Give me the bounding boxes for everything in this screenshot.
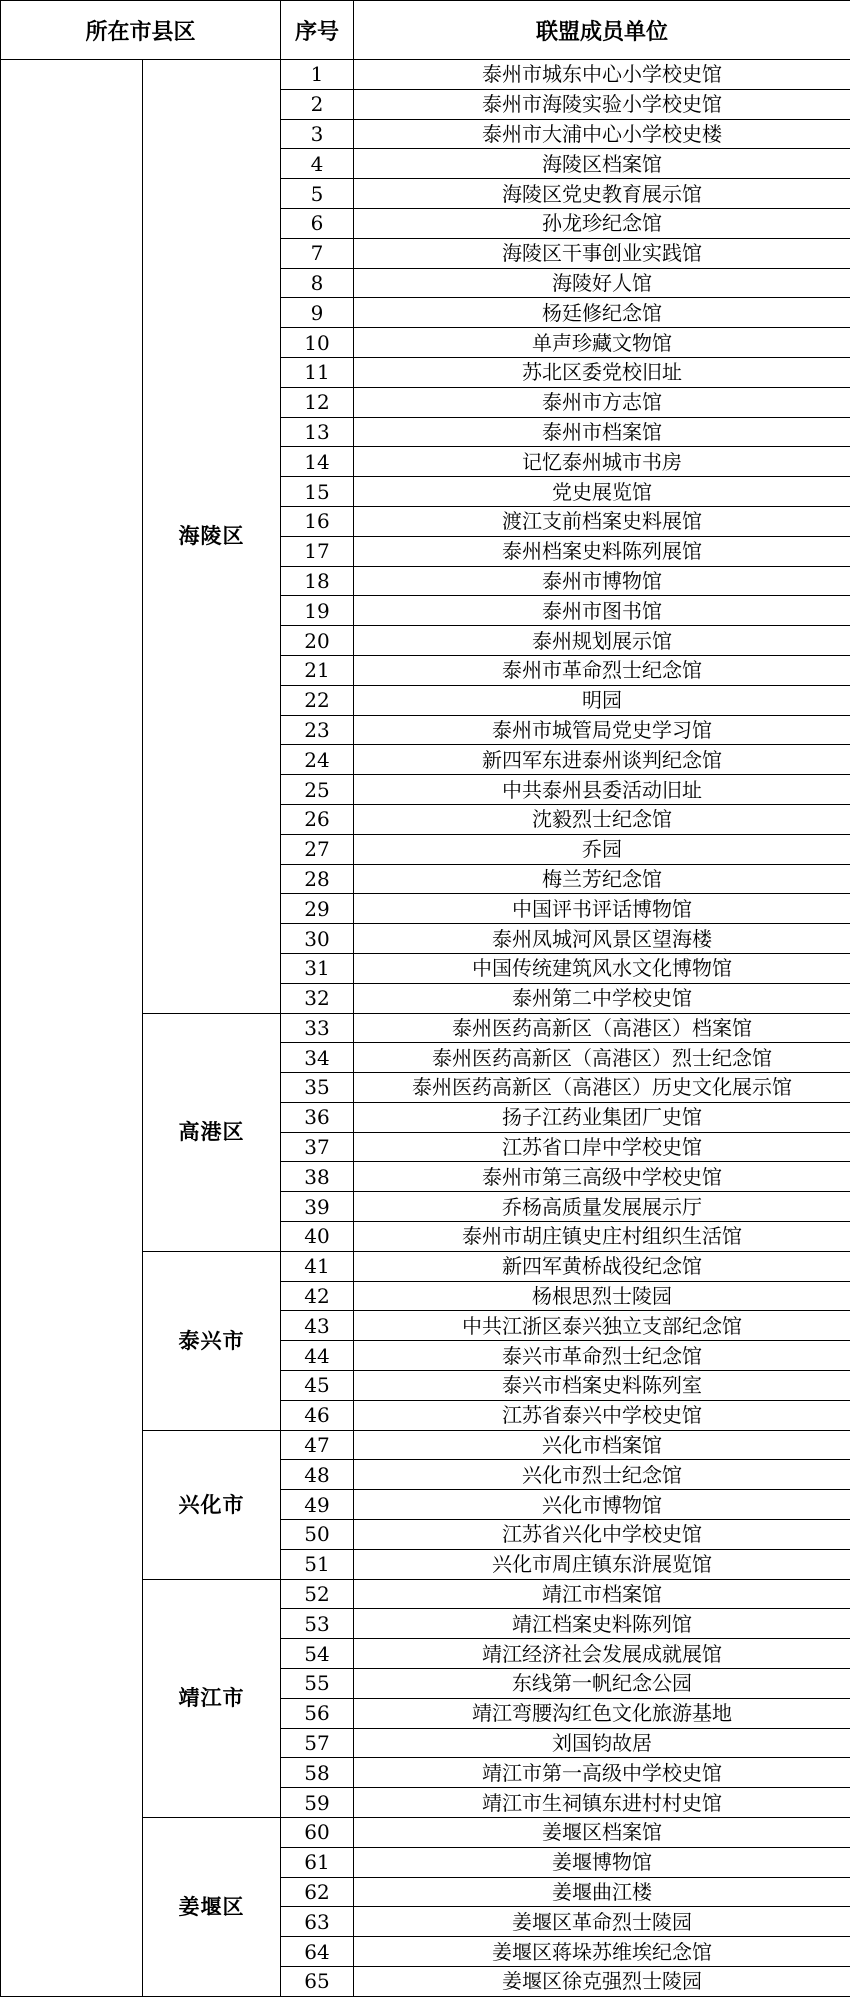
unit-cell: 明园	[354, 685, 850, 715]
number-cell: 65	[281, 1967, 354, 1997]
unit-cell: 梅兰芳纪念馆	[354, 864, 850, 894]
number-cell: 61	[281, 1847, 354, 1877]
number-cell: 1	[281, 60, 354, 90]
unit-cell: 海陵好人馆	[354, 268, 850, 298]
unit-cell: 泰州市海陵实验小学校史馆	[354, 89, 850, 119]
number-cell: 47	[281, 1430, 354, 1460]
unit-cell: 泰州市档案馆	[354, 417, 850, 447]
unit-cell: 泰州市图书馆	[354, 596, 850, 626]
unit-cell: 泰州凤城河风景区望海楼	[354, 924, 850, 954]
number-cell: 54	[281, 1639, 354, 1669]
unit-cell: 杨根思烈士陵园	[354, 1281, 850, 1311]
unit-cell: 泰州市方志馆	[354, 387, 850, 417]
number-cell: 3	[281, 119, 354, 149]
number-cell: 40	[281, 1222, 354, 1252]
unit-cell: 中共江浙区泰兴独立支部纪念馆	[354, 1311, 850, 1341]
unit-cell: 泰州医药高新区（高港区）档案馆	[354, 1013, 850, 1043]
header-number: 序号	[281, 1, 354, 60]
unit-cell: 苏北区委党校旧址	[354, 357, 850, 387]
number-cell: 4	[281, 149, 354, 179]
unit-cell: 乔杨高质量发展展示厅	[354, 1192, 850, 1222]
unit-cell: 兴化市周庄镇东浒展览馆	[354, 1549, 850, 1579]
number-cell: 46	[281, 1400, 354, 1430]
number-cell: 29	[281, 894, 354, 924]
header-unit: 联盟成员单位	[354, 1, 850, 60]
number-cell: 44	[281, 1341, 354, 1371]
unit-cell: 泰州市第三高级中学校史馆	[354, 1162, 850, 1192]
number-cell: 58	[281, 1758, 354, 1788]
number-cell: 27	[281, 834, 354, 864]
number-cell: 20	[281, 626, 354, 656]
table-header-row	[1, 1, 850, 60]
number-cell: 42	[281, 1281, 354, 1311]
unit-cell: 中国传统建筑风水文化博物馆	[354, 953, 850, 983]
unit-cell: 泰州市胡庄镇史庄村组织生活馆	[354, 1222, 850, 1252]
number-cell: 30	[281, 924, 354, 954]
unit-cell: 兴化市档案馆	[354, 1430, 850, 1460]
unit-cell: 泰州市大浦中心小学校史楼	[354, 119, 850, 149]
unit-cell: 靖江经济社会发展成就展馆	[354, 1639, 850, 1669]
number-cell: 57	[281, 1728, 354, 1758]
unit-cell: 姜堰区革命烈士陵园	[354, 1907, 850, 1937]
unit-cell: 泰州市城管局党史学习馆	[354, 715, 850, 745]
number-cell: 7	[281, 238, 354, 268]
unit-cell: 靖江档案史料陈列馆	[354, 1609, 850, 1639]
unit-cell: 杨廷修纪念馆	[354, 298, 850, 328]
unit-cell: 海陵区干事创业实践馆	[354, 238, 850, 268]
number-cell: 2	[281, 89, 354, 119]
number-cell: 18	[281, 566, 354, 596]
city-blank-cell	[1, 60, 143, 1997]
unit-cell: 泰州档案史料陈列展馆	[354, 536, 850, 566]
number-cell: 53	[281, 1609, 354, 1639]
number-cell: 55	[281, 1669, 354, 1699]
unit-cell: 姜堰区档案馆	[354, 1818, 850, 1848]
number-cell: 52	[281, 1579, 354, 1609]
unit-cell: 中国评书评话博物馆	[354, 894, 850, 924]
unit-cell: 新四军东进泰州谈判纪念馆	[354, 745, 850, 775]
unit-cell: 泰州规划展示馆	[354, 626, 850, 656]
number-cell: 37	[281, 1132, 354, 1162]
number-cell: 28	[281, 864, 354, 894]
unit-cell: 姜堰区蒋垛苏维埃纪念馆	[354, 1937, 850, 1967]
district-cell: 海陵区	[143, 60, 281, 1014]
unit-cell: 中共泰州县委活动旧址	[354, 775, 850, 805]
table-row	[1, 60, 850, 90]
number-cell: 51	[281, 1549, 354, 1579]
unit-cell: 刘国钧故居	[354, 1728, 850, 1758]
district-cell: 高港区	[143, 1013, 281, 1251]
number-cell: 63	[281, 1907, 354, 1937]
unit-cell: 乔园	[354, 834, 850, 864]
number-cell: 8	[281, 268, 354, 298]
number-cell: 22	[281, 685, 354, 715]
number-cell: 41	[281, 1251, 354, 1281]
unit-cell: 海陵区党史教育展示馆	[354, 179, 850, 209]
number-cell: 33	[281, 1013, 354, 1043]
unit-cell: 新四军黄桥战役纪念馆	[354, 1251, 850, 1281]
number-cell: 9	[281, 298, 354, 328]
number-cell: 39	[281, 1192, 354, 1222]
number-cell: 25	[281, 775, 354, 805]
unit-cell: 泰州市博物馆	[354, 566, 850, 596]
number-cell: 34	[281, 1043, 354, 1073]
number-cell: 36	[281, 1102, 354, 1132]
district-cell: 兴化市	[143, 1430, 281, 1579]
number-cell: 5	[281, 179, 354, 209]
unit-cell: 孙龙珍纪念馆	[354, 208, 850, 238]
district-cell: 姜堰区	[143, 1818, 281, 1997]
unit-cell: 靖江市生祠镇东进村村史馆	[354, 1788, 850, 1818]
unit-cell: 江苏省兴化中学校史馆	[354, 1520, 850, 1550]
number-cell: 21	[281, 655, 354, 685]
number-cell: 23	[281, 715, 354, 745]
district-cell: 泰兴市	[143, 1251, 281, 1430]
unit-cell: 姜堰曲江楼	[354, 1877, 850, 1907]
number-cell: 32	[281, 983, 354, 1013]
unit-cell: 兴化市博物馆	[354, 1490, 850, 1520]
unit-cell: 泰兴市档案史料陈列室	[354, 1371, 850, 1401]
number-cell: 10	[281, 328, 354, 358]
number-cell: 12	[281, 387, 354, 417]
number-cell: 49	[281, 1490, 354, 1520]
unit-cell: 东线第一帆纪念公园	[354, 1669, 850, 1699]
number-cell: 60	[281, 1818, 354, 1848]
unit-cell: 泰州市革命烈士纪念馆	[354, 655, 850, 685]
number-cell: 17	[281, 536, 354, 566]
unit-cell: 泰兴市革命烈士纪念馆	[354, 1341, 850, 1371]
number-cell: 6	[281, 208, 354, 238]
number-cell: 14	[281, 447, 354, 477]
number-cell: 59	[281, 1788, 354, 1818]
unit-cell: 党史展览馆	[354, 477, 850, 507]
number-cell: 31	[281, 953, 354, 983]
number-cell: 24	[281, 745, 354, 775]
unit-cell: 兴化市烈士纪念馆	[354, 1460, 850, 1490]
number-cell: 19	[281, 596, 354, 626]
number-cell: 35	[281, 1073, 354, 1103]
unit-cell: 泰州医药高新区（高港区）历史文化展示馆	[354, 1073, 850, 1103]
unit-cell: 江苏省口岸中学校史馆	[354, 1132, 850, 1162]
unit-cell: 泰州市城东中心小学校史馆	[354, 60, 850, 90]
unit-cell: 姜堰区徐克强烈士陵园	[354, 1967, 850, 1997]
number-cell: 56	[281, 1698, 354, 1728]
number-cell: 64	[281, 1937, 354, 1967]
unit-cell: 扬子江药业集团厂史馆	[354, 1102, 850, 1132]
number-cell: 48	[281, 1460, 354, 1490]
unit-cell: 沈毅烈士纪念馆	[354, 804, 850, 834]
number-cell: 62	[281, 1877, 354, 1907]
number-cell: 45	[281, 1371, 354, 1401]
unit-cell: 记忆泰州城市书房	[354, 447, 850, 477]
number-cell: 26	[281, 804, 354, 834]
number-cell: 38	[281, 1162, 354, 1192]
unit-cell: 海陵区档案馆	[354, 149, 850, 179]
number-cell: 13	[281, 417, 354, 447]
number-cell: 15	[281, 477, 354, 507]
unit-cell: 单声珍藏文物馆	[354, 328, 850, 358]
number-cell: 16	[281, 506, 354, 536]
unit-cell: 泰州医药高新区（高港区）烈士纪念馆	[354, 1043, 850, 1073]
unit-cell: 靖江弯腰沟红色文化旅游基地	[354, 1698, 850, 1728]
unit-cell: 渡江支前档案史料展馆	[354, 506, 850, 536]
unit-cell: 靖江市档案馆	[354, 1579, 850, 1609]
number-cell: 43	[281, 1311, 354, 1341]
unit-cell: 泰州第二中学校史馆	[354, 983, 850, 1013]
unit-cell: 姜堰博物馆	[354, 1847, 850, 1877]
header-district: 所在市县区	[1, 1, 281, 60]
number-cell: 50	[281, 1520, 354, 1550]
table-body	[1, 60, 850, 1997]
district-cell: 靖江市	[143, 1579, 281, 1817]
number-cell: 11	[281, 357, 354, 387]
unit-cell: 靖江市第一高级中学校史馆	[354, 1758, 850, 1788]
unit-cell: 江苏省泰兴中学校史馆	[354, 1400, 850, 1430]
